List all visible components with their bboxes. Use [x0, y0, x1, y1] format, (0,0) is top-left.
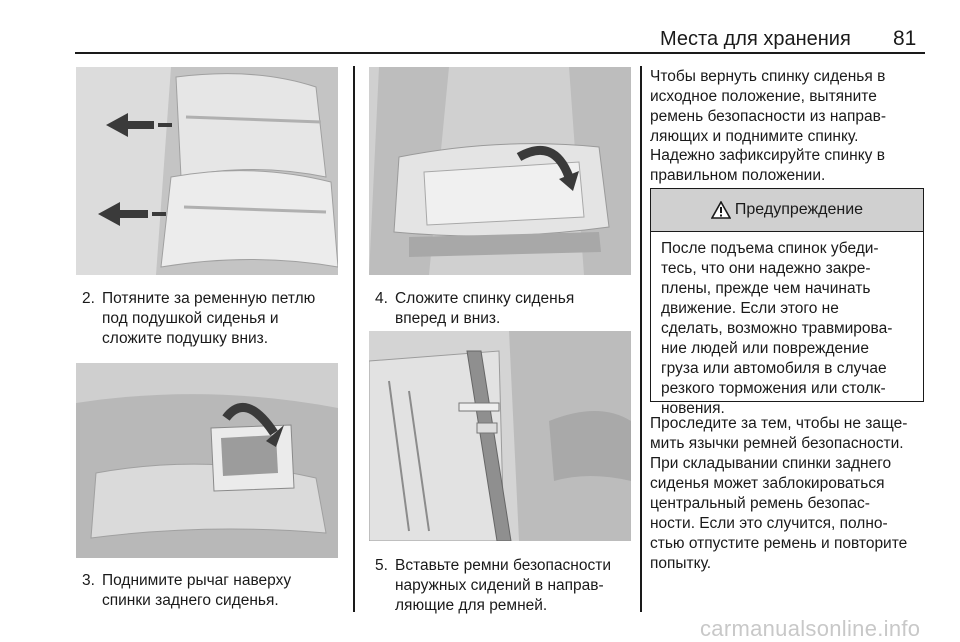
paragraph-restore-seatback	[650, 67, 930, 147]
step-line: сложите подушку вниз.	[102, 330, 269, 347]
step-3	[82, 571, 342, 611]
column-divider-right	[640, 66, 642, 612]
text-line: попытку.	[650, 555, 712, 572]
step-line: Вставьте ремни безопасности	[395, 557, 611, 574]
step-number: 2.	[82, 290, 95, 307]
step-4	[375, 289, 635, 329]
belt-guide-photo	[369, 331, 631, 541]
header-rule	[75, 52, 925, 54]
text-line: движение. Если этого не	[661, 300, 839, 317]
text-line: Надежно зафиксируйте спинку в	[650, 147, 885, 164]
warning-title: Предупреждение	[734, 201, 864, 218]
warning-header	[651, 189, 923, 232]
column-divider-left	[353, 66, 355, 612]
step-number: 4.	[375, 290, 388, 307]
text-line: новения.	[661, 400, 725, 417]
text-line: Проследите за тем, чтобы не заще-	[650, 415, 908, 432]
text-line: правильном положении.	[650, 167, 826, 184]
text-line: Чтобы вернуть спинку сиденья в	[650, 68, 886, 85]
text-line: исходное положение, вытяните	[650, 88, 877, 105]
seatback-lever-photo	[76, 363, 338, 558]
step-number: 3.	[82, 572, 95, 589]
warning-text	[651, 232, 923, 419]
step-line: наружных сидений в направ-	[395, 577, 604, 594]
step-line: Сложите спинку сиденья	[395, 290, 575, 307]
text-line: сиденья может заблокироваться	[650, 475, 885, 492]
page-title: Места для хранения	[660, 28, 851, 50]
fold-seatback-photo	[369, 67, 631, 275]
step-line: вперед и вниз.	[395, 310, 501, 327]
watermark: carmanualsonline.info	[700, 616, 921, 641]
text-line: мить язычки ремней безопасности.	[650, 435, 904, 452]
text-line: центральный ремень безопас-	[650, 495, 870, 512]
text-line: плены, прежде чем начинать	[661, 280, 871, 297]
text-line: стью отпустите ремень и повторите	[650, 535, 908, 552]
text-line: После подъема спинок убеди-	[661, 240, 879, 257]
text-line: резкого торможения или столк-	[661, 380, 886, 397]
paragraph-belt-tongues	[650, 414, 930, 454]
text-line: сделать, возможно травмирова-	[661, 320, 893, 337]
text-line: При складывании спинки заднего	[650, 455, 892, 472]
step-line: Поднимите рычаг наверху	[102, 572, 292, 589]
text-line: груза или автомобиля в случае	[661, 360, 887, 377]
page-number: 81	[893, 27, 917, 50]
text-line: тесь, что они надежно закре-	[661, 260, 871, 277]
text-line: ляющих и поднимите спинку.	[650, 128, 859, 145]
step-2	[82, 289, 342, 349]
paragraph-center-belt	[650, 454, 930, 574]
seat-cushion-photo	[76, 67, 338, 275]
paragraph-secure-seatback	[650, 146, 930, 186]
text-line: ремень безопасности из направ-	[650, 108, 887, 125]
warning-triangle-icon	[711, 201, 731, 219]
step-line: Потяните за ременную петлю	[102, 290, 316, 307]
step-line: ляющие для ремней.	[395, 597, 548, 614]
step-line: спинки заднего сиденья.	[102, 592, 279, 609]
step-5	[375, 556, 637, 616]
warning-box	[650, 188, 924, 417]
step-line: под подушкой сиденья и	[102, 310, 279, 327]
text-line: ности. Если это случится, полно-	[650, 515, 888, 532]
step-number: 5.	[375, 557, 388, 574]
text-line: ние людей или повреждение	[661, 340, 869, 357]
